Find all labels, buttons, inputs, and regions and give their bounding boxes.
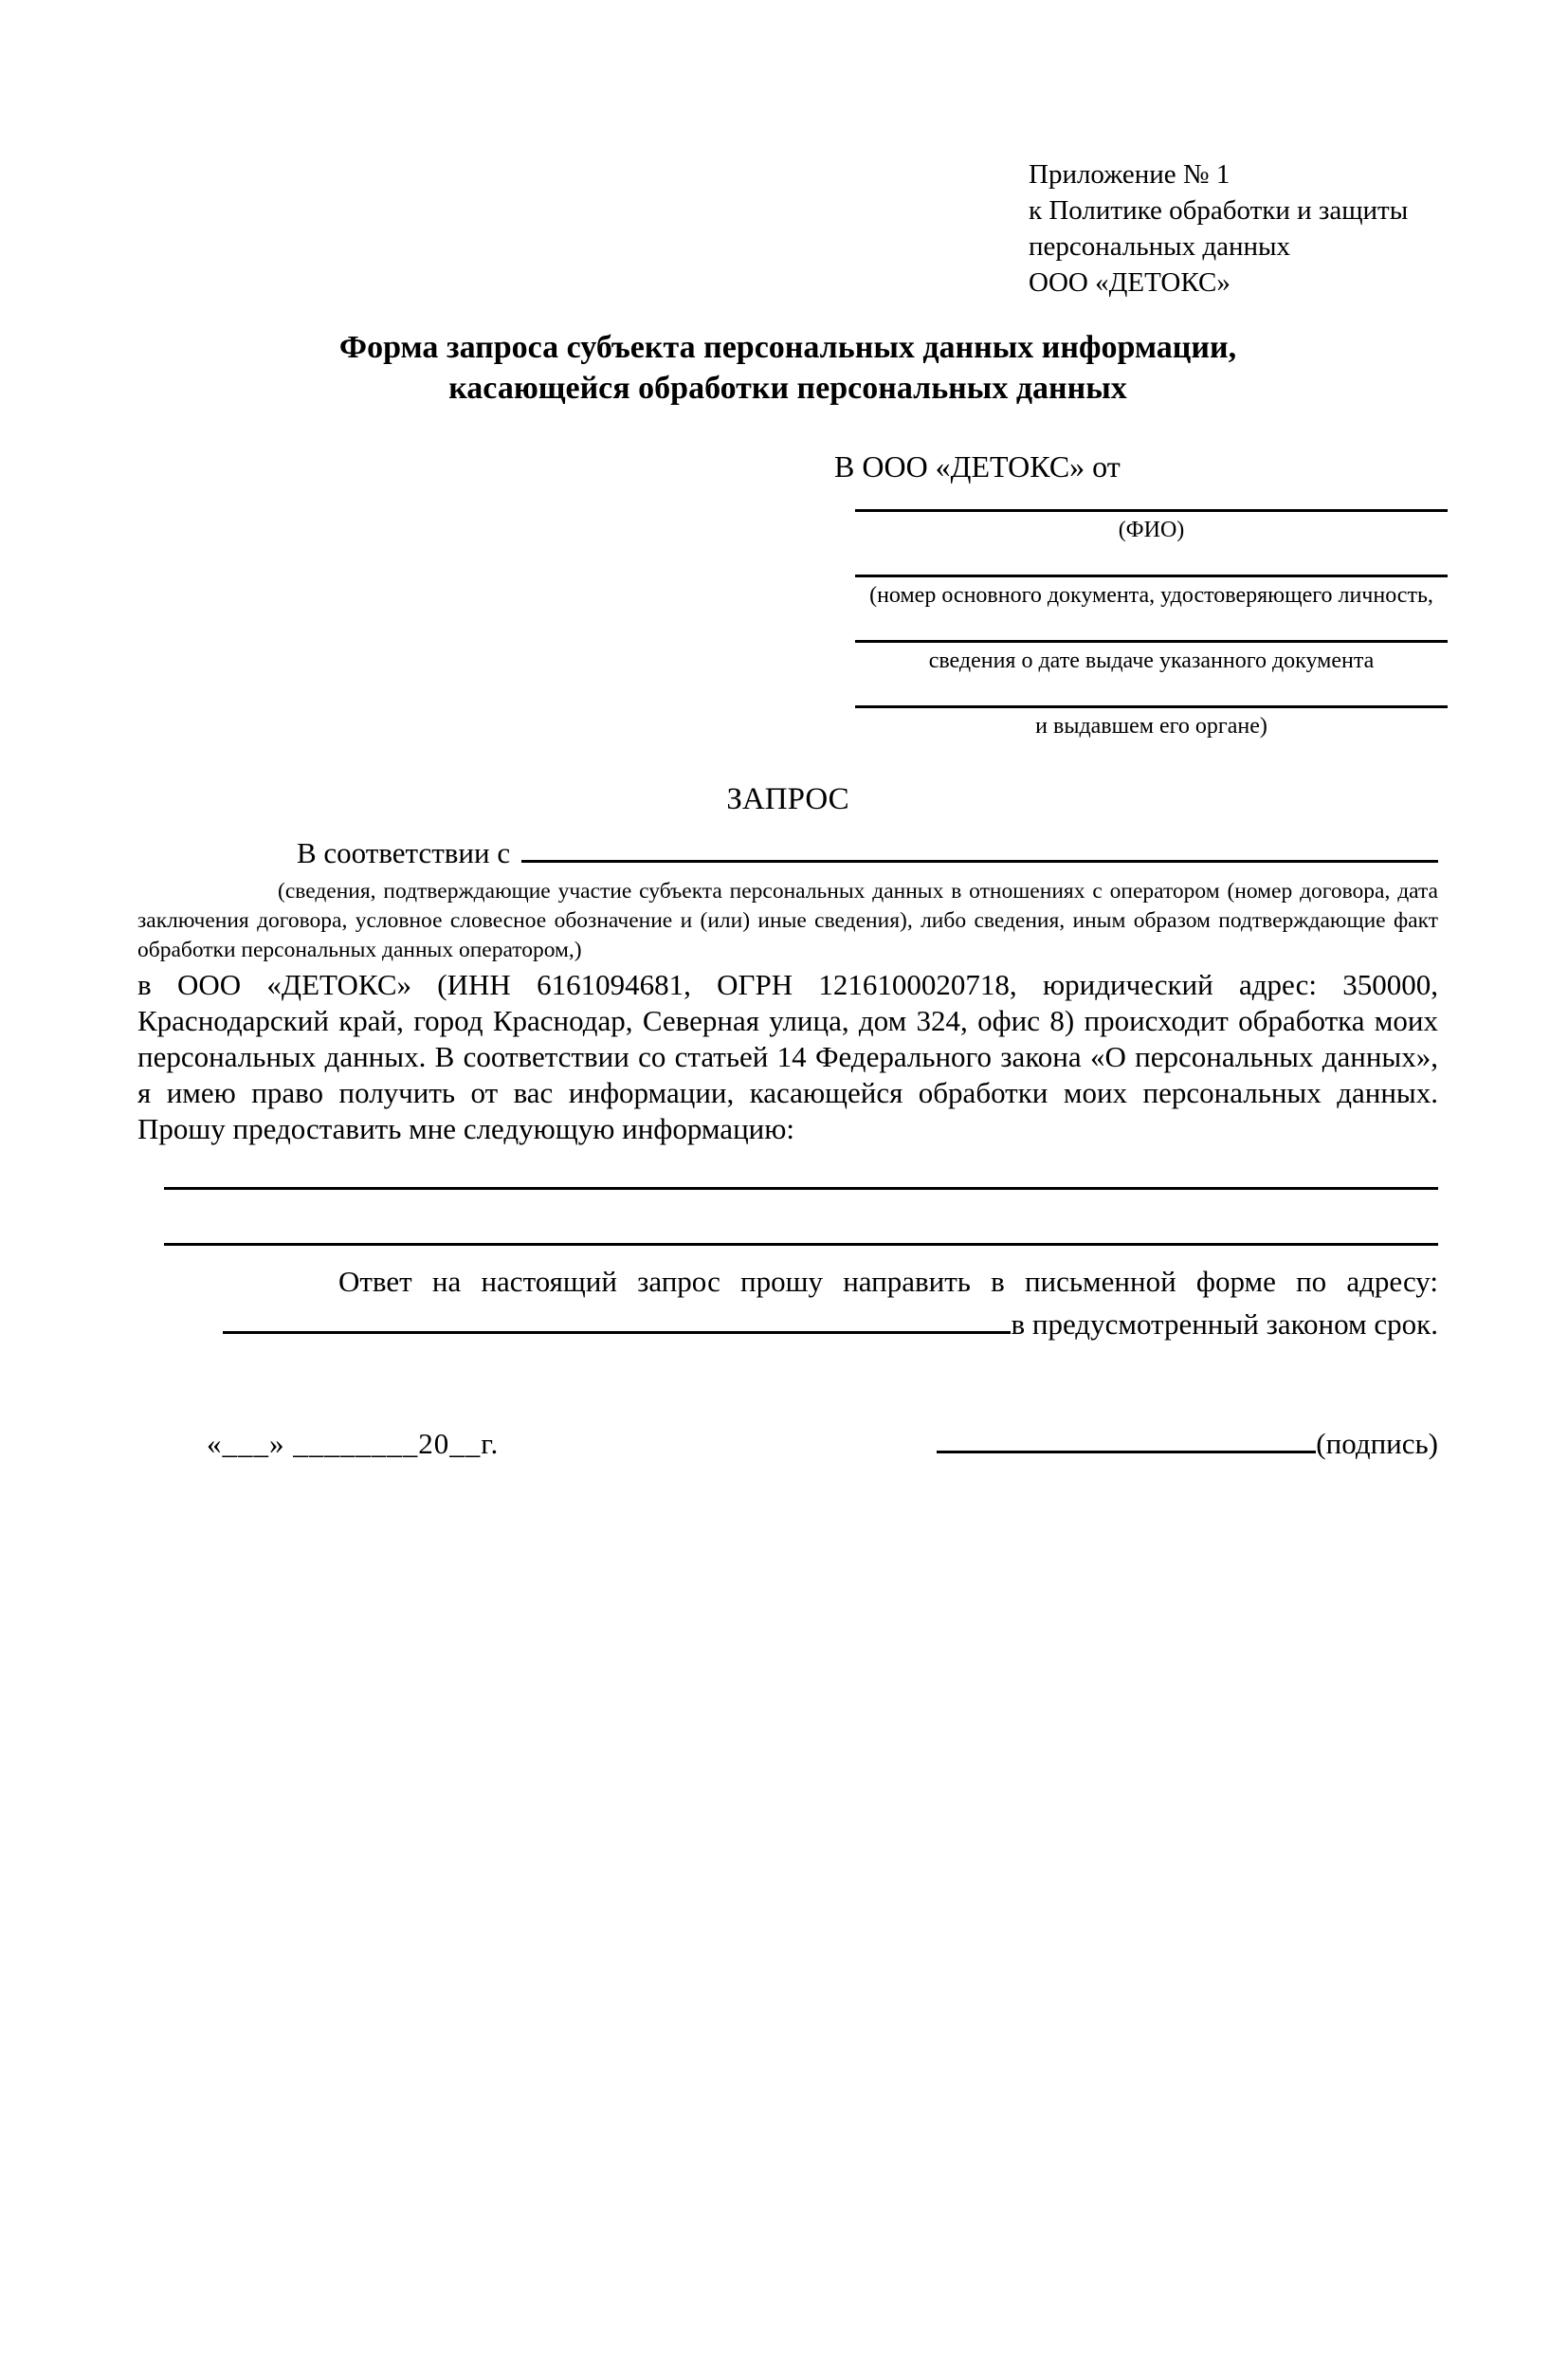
- document-title-line-1: Форма запроса субъекта персональных данных информации,: [338, 330, 1237, 365]
- addressee-to-line: В ООО «ДЕТОКС» от: [834, 449, 1121, 484]
- request-body-paragraph: в ООО «ДЕТОКС» (ИНН 6161094681, ОГРН 1216100020718, юридический адрес: 350000, Краснодарский край, город Краснодар, Северная улица, дом 324, офис 8) происходит обработка моих персональных данных. В соответствии со статьей 14 Федерального закона «О персональных данных», я имею право получить от вас информации, касающейся обработки моих персональных данных. Прошу предоставить мне следующую информацию:: [137, 968, 1438, 1145]
- issue-date-field: [855, 640, 1448, 675]
- address-blank-line: [223, 1301, 1011, 1334]
- response-deadline-text: в предусмотренный законом срок.: [1011, 1307, 1438, 1341]
- appendix-line-3: персональных данных: [1029, 231, 1291, 262]
- signature-blank-line: [937, 1422, 1316, 1453]
- basis-footnote: (сведения, подтверждающие участие субъекта персональных данных в отношениях с оператором (номер договора, дата заключения договора, условное словесное обозначение и (или) иные сведения), либо сведения, иным образом подтверждающие факт обработки персональных данных оператором,): [137, 879, 1438, 962]
- issue-date-caption: сведения о дате выдаче указанного документа: [928, 648, 1375, 673]
- issuing-authority-field: [855, 705, 1448, 740]
- signature-caption: (подпись): [1316, 1427, 1438, 1460]
- issuing-authority-caption: и выдавшем его органе): [1035, 714, 1267, 739]
- response-paragraph: Ответ на настоящий запрос прошу направить в письменной форме по адресу:: [338, 1265, 1438, 1298]
- basis-prefix: В соответствии с: [297, 836, 511, 869]
- appendix-line-2: к Политике обработки и защиты: [1029, 195, 1409, 226]
- document-number-field: [855, 575, 1448, 610]
- appendix-line-4: ООО «ДЕТОКС»: [1029, 267, 1231, 298]
- appendix-line-1: Приложение № 1: [1029, 159, 1231, 190]
- document-title: [137, 327, 1438, 409]
- requested-info-blank-line-1: [164, 1187, 1438, 1190]
- basis-row: [137, 831, 1438, 872]
- response-address-row: [137, 1301, 1438, 1344]
- request-heading: ЗАПРОС: [726, 782, 849, 816]
- requested-info-blank-line-2: [164, 1243, 1438, 1246]
- date-signature-row: [137, 1422, 1438, 1463]
- fio-field: [855, 509, 1448, 544]
- document-title-line-2: касающейся обработки персональных данных: [448, 371, 1127, 406]
- appendix-block: [1029, 156, 1438, 301]
- date-field: «___» ________20__г.: [207, 1427, 500, 1460]
- fio-caption: (ФИО): [1118, 518, 1185, 542]
- basis-blank-line: [521, 831, 1438, 863]
- addressee-fields: [855, 509, 1448, 740]
- document-number-caption: (номер основного документа, удостоверяющего личность,: [869, 583, 1433, 608]
- document-page: [0, 156, 1568, 2374]
